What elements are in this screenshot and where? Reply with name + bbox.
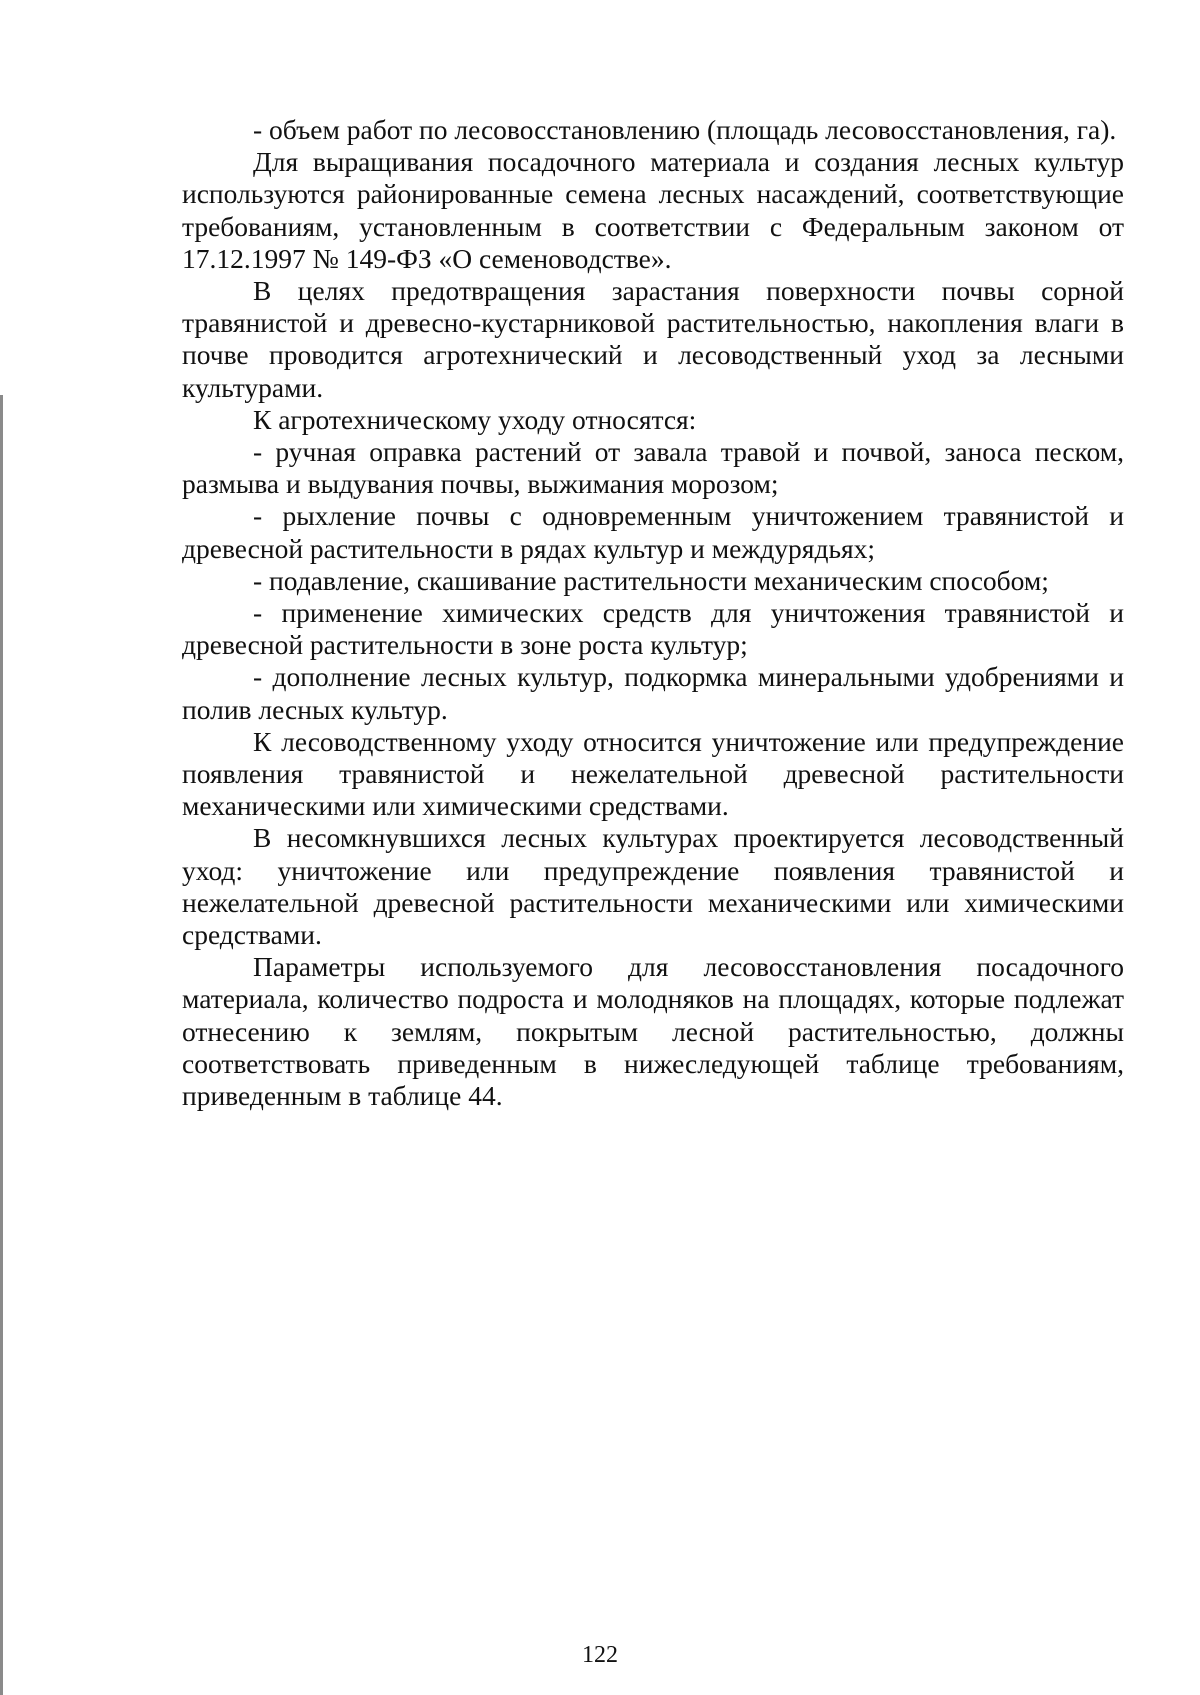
- paragraph-seeds: Для выращивания посадочного материала и создания лесных культур используются районированные семена лесных насаждений, соответствующие требованиям, установленным в соответствии с Федеральным законом от 17.12.1997 № 149-ФЗ «О семеноводстве».: [182, 146, 1124, 274]
- paragraph-volume-of-work: - объем работ по лесовосстановлению (площадь лесовосстановления, га).: [253, 114, 1117, 145]
- scan-edge-line: [0, 395, 3, 1695]
- paragraph-purpose-of-care: В целях предотвращения зарастания поверхности почвы сорной травянистой и древесно-кустарниковой растительностью, накопления влаги в почве проводится агротехнический и лесоводственный уход за лесными культурами.: [182, 275, 1124, 403]
- list-item-manual-adjustment: - ручная оправка растений от завала травой и почвой, заноса песком, размыва и выдувания почвы, выжимания морозом;: [182, 436, 1124, 500]
- document-body: [182, 114, 1124, 1112]
- paragraph-parameters: Параметры используемого для лесовосстановления посадочного материала, количество подроста и молодняков на площадях, которые подлежат отнесению к землям, покрытым лесной растительностью, должны соответствовать приведенным в нижеследующей таблице требованиям, приведенным в таблице 44.: [182, 951, 1124, 1112]
- list-item-mowing: - подавление, скашивание растительности механическим способом;: [253, 564, 1049, 596]
- paragraph-unclosed-cultures: В несомкнувшихся лесных культурах проектируется лесоводственный уход: уничтожение или предупреждение появления травянистой и нежелательной древесной растительности механическими или химическими средствами.: [182, 822, 1124, 951]
- paragraph-agrotech-heading: К агротехническому уходу относятся:: [253, 403, 697, 435]
- page-number: 122: [582, 1642, 618, 1668]
- list-item-loosening: - рыхление почвы с одновременным уничтожением травянистой и древесной растительности в рядах культур и междурядьях;: [182, 500, 1124, 564]
- paragraph-silvicultural-care: К лесоводственному уходу относится уничтожение или предупреждение появления травянистой и нежелательной древесной растительности механическими или химическими средствами.: [182, 725, 1124, 822]
- list-item-supplementing: - дополнение лесных культур, подкормка минеральными удобрениями и полив лесных культур.: [182, 661, 1124, 725]
- list-item-chemicals: - применение химических средств для уничтожения травянистой и древесной растительности в зоне роста культур;: [182, 597, 1124, 661]
